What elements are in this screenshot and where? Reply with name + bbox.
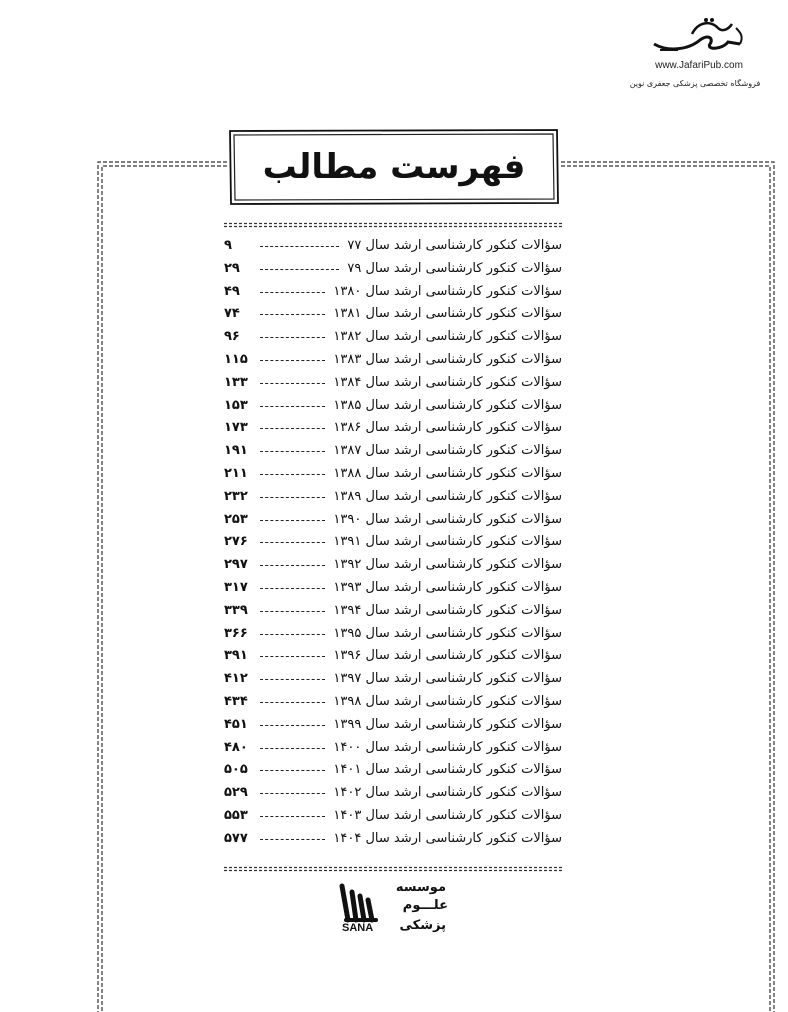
table-of-contents: [222, 236, 564, 852]
toc-row[interactable]: [222, 350, 564, 373]
toc-leader: [260, 246, 339, 247]
toc-page-number: ۱۷۳: [224, 420, 248, 436]
toc-entry-title: سؤالات کنکور کارشناسی ارشد سال ۱۳۹۹: [333, 716, 562, 732]
toc-page-number: ۴۸۰: [224, 739, 248, 755]
toc-row[interactable]: [222, 487, 564, 510]
toc-entry-title: سؤالات کنکور کارشناسی ارشد سال ۱۳۸۵: [333, 397, 562, 413]
toc-row[interactable]: [222, 624, 564, 647]
toc-leader: [260, 702, 325, 703]
toc-row[interactable]: [222, 236, 564, 259]
toc-entry-title: سؤالات کنکور کارشناسی ارشد سال ۱۳۸۲: [333, 329, 562, 345]
toc-page-number: ۴۳۴: [224, 693, 248, 709]
sana-line-3: پزشکی: [399, 918, 446, 933]
toc-page-number: ۳۹۱: [224, 648, 248, 664]
toc-row[interactable]: [222, 692, 564, 715]
toc-row[interactable]: [222, 829, 564, 852]
toc-row[interactable]: [222, 760, 564, 783]
toc-leader: [260, 451, 325, 452]
toc-row[interactable]: [222, 532, 564, 555]
toc-page-number: ۵۰۵: [224, 762, 248, 778]
toc-row[interactable]: [222, 373, 564, 396]
toc-row[interactable]: [222, 806, 564, 829]
toc-leader: [260, 679, 325, 680]
toc-page-number: ۴۱۲: [224, 671, 248, 687]
toc-entry-title: سؤالات کنکور کارشناسی ارشد سال ۱۳۸۰: [333, 283, 562, 299]
toc-page-number: ۱۵۳: [224, 397, 248, 413]
toc-page-number: ۱۹۱: [224, 443, 248, 459]
toc-page-number: ۵۷۷: [224, 830, 248, 846]
bottom-divider: [224, 866, 564, 872]
toc-leader: [260, 588, 325, 589]
toc-leader: [260, 656, 325, 657]
toc-leader: [260, 406, 325, 407]
toc-row[interactable]: [222, 715, 564, 738]
toc-entry-title: سؤالات کنکور کارشناسی ارشد سال ۱۳۸۱: [333, 306, 562, 322]
toc-row[interactable]: [222, 441, 564, 464]
toc-row[interactable]: [222, 783, 564, 806]
toc-page-number: ۳۳۹: [224, 602, 248, 618]
toc-entry-title: سؤالات کنکور کارشناسی ارشد سال ۱۳۸۸: [333, 465, 562, 481]
publisher-logo: [648, 14, 748, 62]
sana-latin: SANA: [342, 922, 374, 934]
toc-row[interactable]: [222, 510, 564, 533]
toc-row[interactable]: [222, 396, 564, 419]
toc-row[interactable]: [222, 555, 564, 578]
toc-entry-title: سؤالات کنکور کارشناسی ارشد سال ۷۷: [347, 238, 562, 253]
toc-entry-title: سؤالات کنکور کارشناسی ارشد سال ۱۳۹۲: [333, 557, 562, 573]
toc-page-number: ۱۳۳: [224, 374, 248, 390]
toc-leader: [260, 428, 325, 429]
toc-row[interactable]: [222, 646, 564, 669]
toc-row[interactable]: [222, 282, 564, 305]
toc-entry-title: سؤالات کنکور کارشناسی ارشد سال ۱۳۸۴: [333, 374, 562, 390]
toc-leader: [260, 542, 325, 543]
toc-page-number: ۱۱۵: [224, 351, 248, 367]
toc-entry-title: سؤالات کنکور کارشناسی ارشد سال ۱۳۹۳: [333, 579, 562, 595]
toc-row[interactable]: [222, 304, 564, 327]
toc-row[interactable]: [222, 738, 564, 761]
toc-entry-title: سؤالات کنکور کارشناسی ارشد سال ۱۳۹۵: [333, 625, 562, 641]
toc-entry-title: سؤالات کنکور کارشناسی ارشد سال ۱۳۸۳: [333, 351, 562, 367]
toc-page-number: ۲۹۷: [224, 557, 248, 573]
toc-entry-title: سؤالات کنکور کارشناسی ارشد سال ۱۳۹۸: [333, 693, 562, 709]
toc-leader: [260, 337, 325, 338]
toc-page-number: ۲۳۲: [224, 488, 248, 504]
toc-page-number: ۲۱۱: [224, 465, 248, 481]
toc-page-number: ۹۶: [224, 329, 240, 345]
toc-entry-title: سؤالات کنکور کارشناسی ارشد سال ۱۴۰۱: [333, 762, 562, 778]
page-title: فهرست مطالب: [262, 147, 526, 187]
toc-page-number: ۳۱۷: [224, 579, 248, 595]
publisher-tagline: فروشگاه تخصصی پزشکی جعفری نوین: [629, 79, 761, 88]
toc-leader: [260, 314, 325, 315]
toc-leader: [260, 474, 325, 475]
toc-entry-title: سؤالات کنکور کارشناسی ارشد سال ۱۳۹۱: [333, 534, 562, 550]
title-box: [227, 127, 561, 207]
toc-row[interactable]: [222, 327, 564, 350]
toc-page-number: ۳۶۶: [224, 625, 248, 641]
toc-leader: [260, 816, 325, 817]
toc-row[interactable]: [222, 601, 564, 624]
publisher-url[interactable]: www.JafariPub.com: [655, 60, 743, 71]
toc-entry-title: سؤالات کنکور کارشناسی ارشد سال ۷۹: [347, 260, 562, 276]
toc-page-number: ۴۹: [224, 283, 240, 299]
toc-leader: [260, 360, 325, 361]
toc-row[interactable]: [222, 669, 564, 692]
toc-entry-title: سؤالات کنکور کارشناسی ارشد سال ۱۴۰۰: [333, 739, 562, 755]
toc-page-number: ۲۵۳: [224, 511, 248, 527]
toc-leader: [260, 770, 325, 771]
toc-entry-title: سؤالات کنکور کارشناسی ارشد سال ۱۳۸۹: [333, 488, 562, 504]
toc-row[interactable]: [222, 418, 564, 441]
toc-row[interactable]: [222, 259, 564, 282]
toc-leader: [260, 725, 325, 726]
toc-leader: [260, 839, 325, 840]
toc-page-number: ۲۹: [224, 260, 240, 276]
toc-row[interactable]: [222, 578, 564, 601]
toc-entry-title: سؤالات کنکور کارشناسی ارشد سال ۱۳۹۰: [333, 511, 562, 527]
toc-leader: [260, 497, 325, 498]
toc-entry-title: سؤالات کنکور کارشناسی ارشد سال ۱۳۹۴: [333, 602, 562, 618]
toc-leader: [260, 520, 325, 521]
toc-leader: [260, 292, 325, 293]
toc-entry-title: سؤالات کنکور کارشناسی ارشد سال ۱۴۰۲: [333, 785, 562, 801]
toc-entry-title: سؤالات کنکور کارشناسی ارشد سال ۱۴۰۳: [333, 807, 562, 823]
toc-entry-title: سؤالات کنکور کارشناسی ارشد سال ۱۳۸۷: [333, 443, 562, 459]
top-divider: [224, 222, 564, 228]
toc-leader: [260, 383, 325, 384]
toc-page-number: ۴۵۱: [224, 716, 248, 732]
toc-leader: [260, 793, 325, 794]
toc-leader: [260, 611, 325, 612]
toc-page-number: ۵۲۹: [224, 785, 248, 801]
toc-leader: [260, 748, 325, 749]
toc-page-number: ۵۵۳: [224, 807, 248, 823]
toc-page-number: ۷۴: [224, 306, 240, 322]
sana-logo: [334, 878, 458, 942]
toc-row[interactable]: [222, 464, 564, 487]
toc-page-number: ۹: [224, 238, 232, 253]
toc-leader: [260, 634, 325, 635]
toc-leader: [260, 269, 339, 270]
toc-page-number: ۲۷۶: [224, 534, 248, 550]
sana-line-2: علـــوم: [402, 898, 448, 913]
toc-entry-title: سؤالات کنکور کارشناسی ارشد سال ۱۳۹۷: [333, 671, 562, 687]
toc-entry-title: سؤالات کنکور کارشناسی ارشد سال ۱۳۹۶: [333, 648, 562, 664]
toc-entry-title: سؤالات کنکور کارشناسی ارشد سال ۱۳۸۶: [333, 420, 562, 436]
toc-entry-title: سؤالات کنکور کارشناسی ارشد سال ۱۴۰۴: [333, 830, 562, 846]
toc-leader: [260, 565, 325, 566]
sana-line-1: موسسه: [395, 880, 446, 895]
